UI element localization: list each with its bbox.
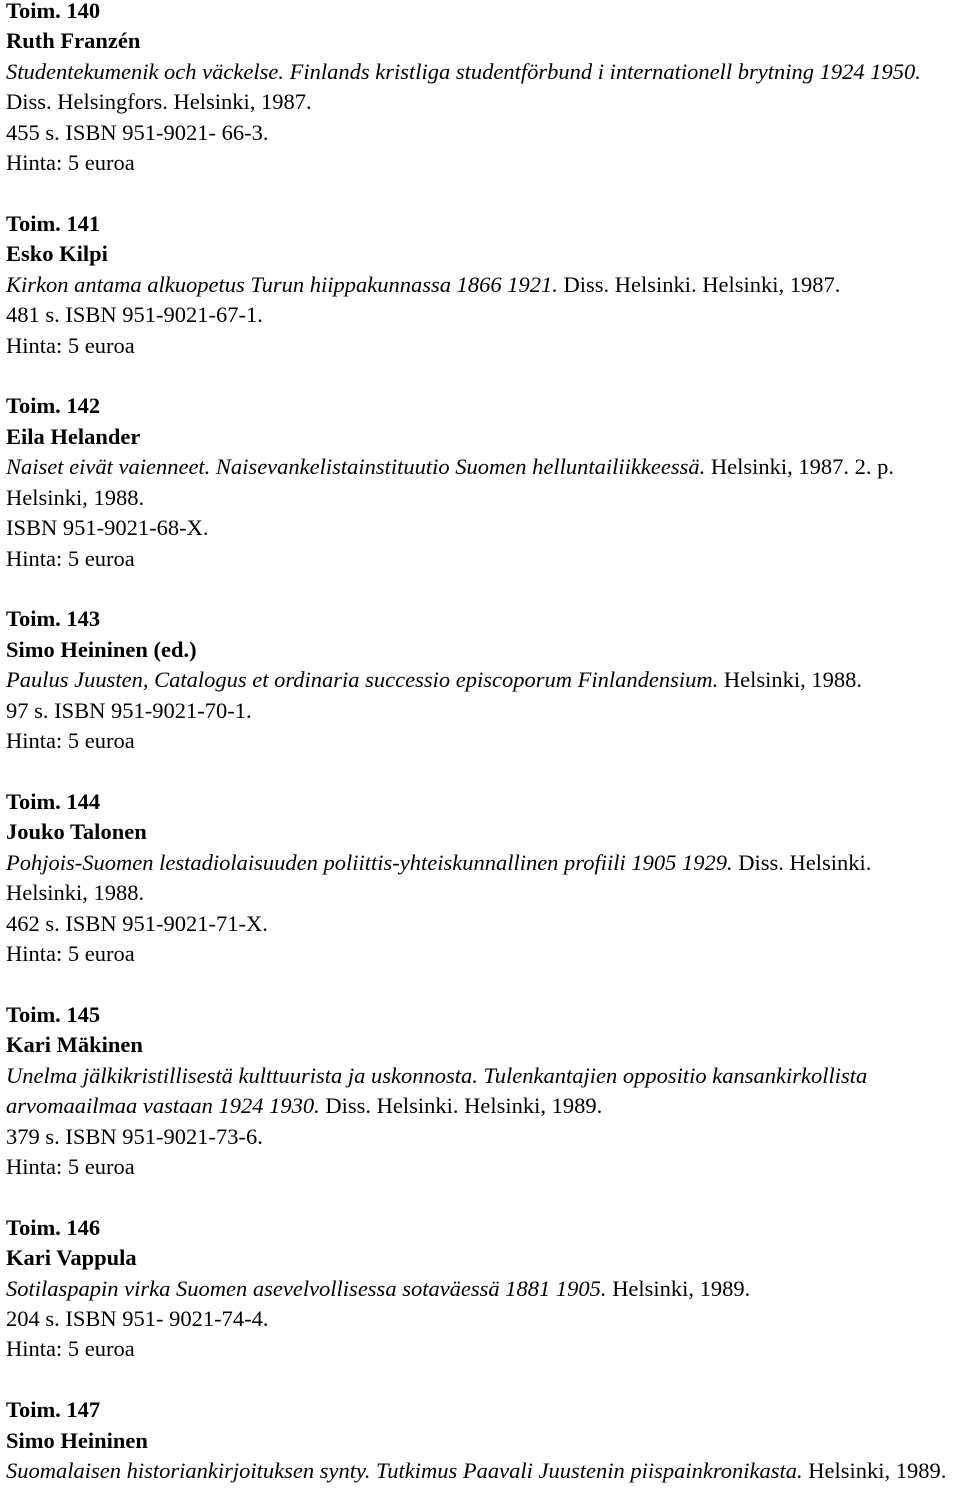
entry-title: Naiset eivät vaienneet. Naisevankelistainstituutio Suomen helluntailiikkeessä. xyxy=(6,454,706,480)
entry-publication: Diss. Helsinki. Helsinki, 1987. xyxy=(557,271,841,297)
entry-isbn: 379 s. ISBN 951-9021-73-6. xyxy=(6,1123,263,1149)
entry-title: Suomalaisen historiankirjoituksen synty. Tutkimus Paavali Juustenin piispainkronikasta. xyxy=(6,1458,803,1484)
entry-title: Sotilaspapin virka Suomen asevelvollisessa sotaväessä 1881 1905. xyxy=(6,1275,607,1301)
entry-number: Toim. 143 xyxy=(6,606,101,632)
entry-price: Hinta: 5 euroa xyxy=(6,332,135,358)
entry-isbn: ISBN 951-9021-68-X. xyxy=(6,515,209,541)
entry-citation xyxy=(6,270,954,300)
entry-number: Toim. 140 xyxy=(6,0,101,23)
catalog-entry-140 xyxy=(6,0,954,178)
entry-number: Toim. 141 xyxy=(6,210,101,236)
entry-price: Hinta: 5 euroa xyxy=(6,940,135,966)
entry-publication: Diss. Helsinki. Helsinki, 1989. xyxy=(319,1093,603,1119)
entry-number: Toim. 145 xyxy=(6,1001,101,1027)
entry-author: Kari Mäkinen xyxy=(6,1032,143,1058)
entry-publication: Diss. Helsinki. Helsinki, 1988. xyxy=(6,849,872,906)
entry-price: Hinta: 5 euroa xyxy=(6,545,135,571)
entry-title: Unelma jälkikristillisestä kulttuurista ja uskonnosta. Tulenkantajien oppositio kansankirkollista arvomaailmaa vastaan 1924 1930. xyxy=(6,1062,868,1119)
catalog-entry-147 xyxy=(6,1395,954,1486)
entry-author: Ruth Franzén xyxy=(6,28,141,54)
entry-author: Simo Heininen (ed.) xyxy=(6,636,197,662)
entry-author: Eila Helander xyxy=(6,423,141,449)
entry-author: Esko Kilpi xyxy=(6,241,108,267)
catalog-entry-144 xyxy=(6,787,954,969)
entry-citation xyxy=(6,1274,954,1304)
catalog-page xyxy=(6,0,954,1487)
entry-publication: Helsinki, 1987. 2. p. Helsinki, 1988. xyxy=(6,454,894,510)
entry-isbn: 462 s. ISBN 951-9021-71-X. xyxy=(6,910,268,936)
entry-citation xyxy=(6,452,954,513)
entry-isbn: 97 s. ISBN 951-9021-70-1. xyxy=(6,697,252,723)
entry-number: Toim. 144 xyxy=(6,788,101,814)
entry-citation xyxy=(6,848,954,909)
entry-publication: Diss. Helsingfors. Helsinki, 1987. xyxy=(6,89,312,115)
entry-author: Kari Vappula xyxy=(6,1245,137,1271)
entry-title: Pohjois-Suomen lestadiolaisuuden poliittis-yhteiskunnallinen profiili 1905 1929. xyxy=(6,849,733,875)
entry-number: Toim. 147 xyxy=(6,1397,101,1423)
entry-author: Simo Heininen xyxy=(6,1427,148,1453)
entry-title: Studentekumenik och väckelse. Finlands kristliga studentförbund i internationell brytning 1924 1950. xyxy=(6,58,921,84)
catalog-entry-141 xyxy=(6,209,954,361)
entry-citation xyxy=(6,57,954,118)
entry-isbn: 204 s. ISBN 951- 9021-74-4. xyxy=(6,1306,269,1332)
entry-publication: Helsinki, 1988. xyxy=(718,667,862,693)
entry-citation xyxy=(6,1456,954,1486)
entry-price: Hinta: 5 euroa xyxy=(6,1336,135,1362)
entry-title: Kirkon antama alkuopetus Turun hiippakunnassa 1866 1921. xyxy=(6,271,558,297)
entry-isbn: 455 s. ISBN 951-9021- 66-3. xyxy=(6,119,269,145)
entry-price: Hinta: 5 euroa xyxy=(6,1153,135,1179)
catalog-entry-145 xyxy=(6,1000,954,1182)
entry-author: Jouko Talonen xyxy=(6,819,147,845)
entry-number: Toim. 142 xyxy=(6,393,101,419)
catalog-entry-143 xyxy=(6,604,954,756)
entry-price: Hinta: 5 euroa xyxy=(6,150,135,176)
entry-title: Paulus Juusten, Catalogus et ordinaria successio episcoporum Finlandensium. xyxy=(6,667,719,693)
entry-citation xyxy=(6,1061,954,1122)
entry-publication: Helsinki, 1989. xyxy=(606,1275,751,1301)
entry-isbn: 481 s. ISBN 951-9021-67-1. xyxy=(6,302,263,328)
catalog-entry-146 xyxy=(6,1213,954,1365)
entry-price: Hinta: 5 euroa xyxy=(6,728,135,754)
entry-number: Toim. 146 xyxy=(6,1214,101,1240)
entry-citation xyxy=(6,665,954,695)
entry-publication: Helsinki, 1989. xyxy=(802,1458,947,1484)
catalog-entry-142 xyxy=(6,391,954,573)
